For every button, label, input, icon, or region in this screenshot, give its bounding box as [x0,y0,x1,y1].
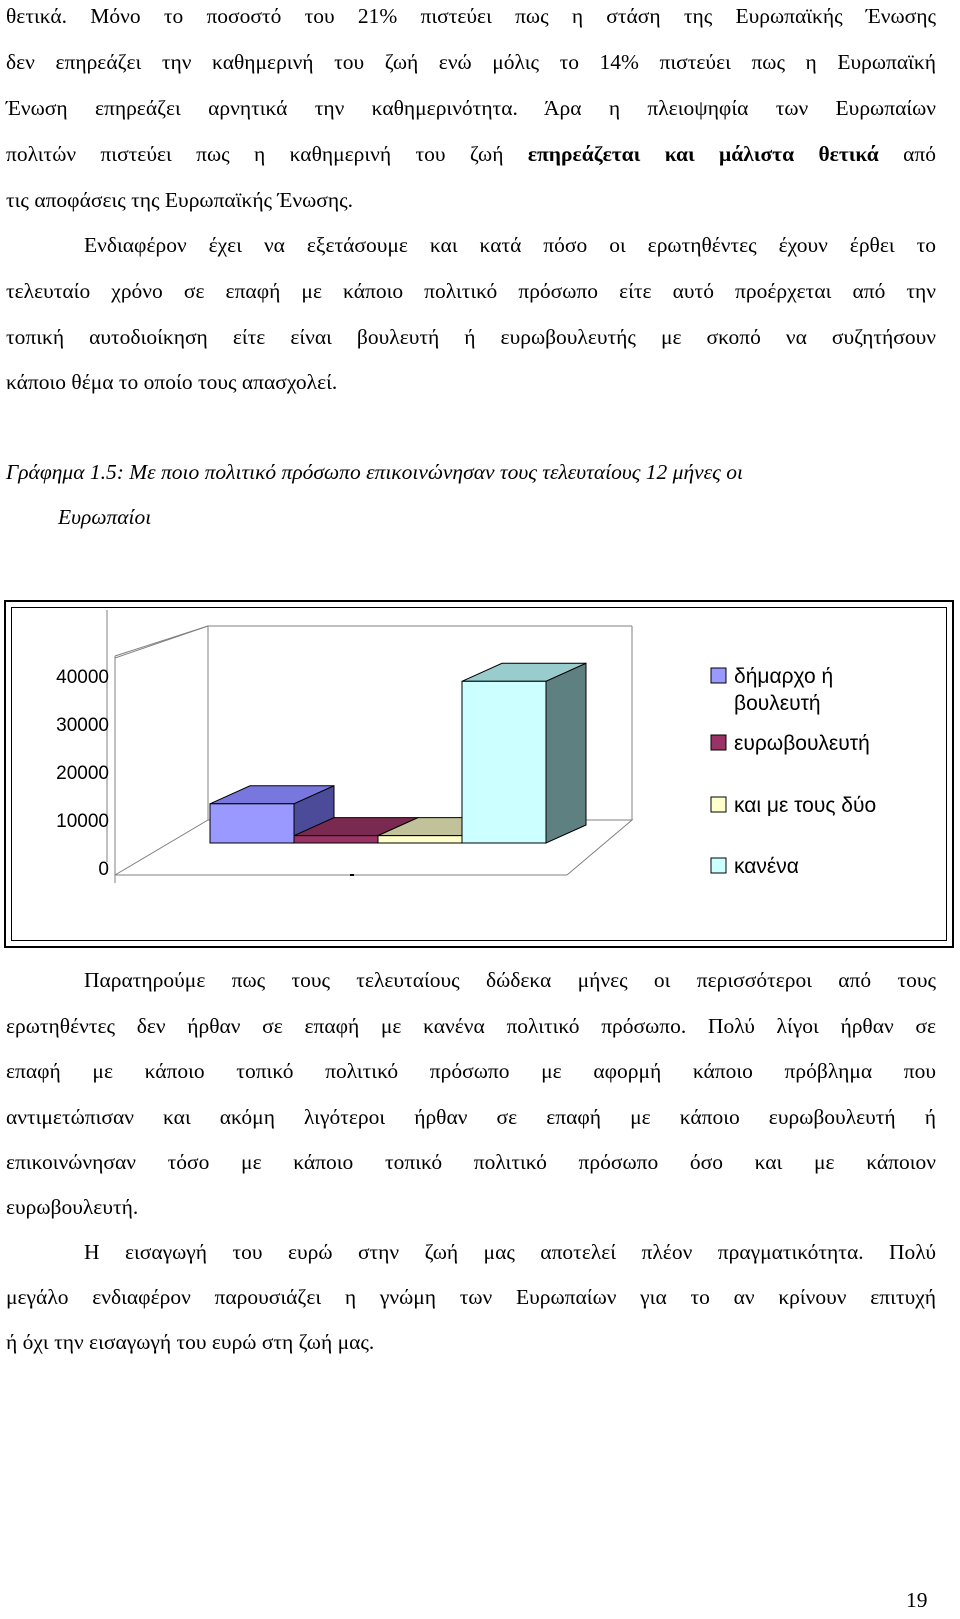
bars [210,663,586,843]
para3-line-3: επαφή με κάποιο τοπικό πολιτικό πρόσωπο με αφορμή κάποιο πρόβλημα που [6,1059,936,1083]
para3-line-6: ευρωβουλευτή. [6,1195,139,1219]
figure-caption-line-1: Γράφημα 1.5: Με ποιο πολιτικό πρόσωπο επικοινώνησαν τους τελευταίους 12 μήνες οι [6,460,743,484]
left-wall-top-edge [115,626,208,656]
chart-frame [4,600,954,948]
legend-label: ευρωβουλευτή [734,732,870,755]
y-axis-ticks [56,667,109,880]
legend-swatch [711,858,726,873]
para2-line-2: τελευταίο χρόνο σε επαφή με κάποιο πολιτικό πρόσωπο είτε αυτό προέρχεται από την [6,279,936,303]
intro-line-1: θετικά. Μόνο το ποσοστό του 21% πιστεύει πως η στάση της Ευρωπαϊκής Ένωσης [6,4,936,28]
para3-line-4: αντιμετώπισαν και ακόμη λιγότεροι ήρθαν σε επαφή με κάποιο ευρωβουλευτή ή [6,1105,936,1129]
legend-label: και με τους δύο [734,794,877,817]
bar-side-face [546,663,586,843]
legend-swatch [711,735,726,750]
para2-line-4: κάποιο θέμα το οποίο τους απασχολεί. [6,370,338,394]
intro-line-3: Ένωση επηρεάζει αρνητικά την καθημερινότητα. Άρα η πλειοψηφία των Ευρωπαίων [6,96,936,120]
para4-line-3: ή όχι την εισαγωγή του ευρώ στη ζωή μας. [6,1330,375,1354]
bar-front-face [462,681,546,843]
para4-line-1: Η εισαγωγή του ευρώ στην ζωή μας αποτελεί πλέον πραγματικότητα. Πολύ [84,1240,936,1264]
intro-line-4-start: πολιτών πιστεύει πως η καθημερινή του ζωή [6,142,528,166]
chart-inner-frame [11,607,947,941]
legend-label: δήμαρχο ή [734,665,834,688]
para3-line-5: επικοινώνησαν τόσο με κάποιο τοπικό πολιτικό πρόσωπο όσο και με κάποιον [6,1150,936,1174]
y-tick-label: 0 [98,859,109,880]
para4-line-2: μεγάλο ενδιαφέρον παρουσιάζει η γνώμη των Ευρωπαίων για το αν κρίνουν επιτυχή [6,1285,936,1309]
bar [462,663,586,843]
bar-chart [12,608,950,944]
y-tick-label: 40000 [56,667,109,688]
para2-line-3: τοπική αυτοδιοίκηση είτε είναι βουλευτή ή ευρωβουλευτής με σκοπό να συζητήσουν [6,325,936,349]
y-tick-label: 20000 [56,763,109,784]
back-wall-left-edge [115,626,208,883]
y-tick-label: 10000 [56,811,109,832]
intro-line-4-end: από [878,142,937,166]
intro-line-2: δεν επηρεάζει την καθημερινή του ζωή ενώ μόλις το 14% πιστεύει πως η Ευρωπαϊκή [6,50,936,74]
y-tick-label: 30000 [56,715,109,736]
bar-front-face [294,836,378,843]
bar-front-face [210,804,294,843]
page-number: 19 [906,1588,928,1612]
intro-line-4-bold: επηρεάζεται και μάλιστα θετικά [527,142,879,166]
legend [711,665,876,878]
legend-swatch [711,668,726,683]
para2-line-1: Ενδιαφέρον έχει να εξετάσουμε και κατά πόσο οι ερωτηθέντες έχουν έρθει το [84,233,936,257]
intro-line-5: τις αποφάσεις της Ευρωπαϊκής Ένωσης. [6,188,353,212]
bar-front-face [378,836,462,843]
para3-line-2: ερωτηθέντες δεν ήρθαν σε επαφή με κανένα πολιτικό πρόσωπο. Πολύ λίγοι ήρθαν σε [6,1014,936,1038]
legend-label: κανένα [734,855,799,878]
legend-label: βουλευτή [734,692,821,715]
figure-caption-line-2: Ευρωπαίοι [58,505,152,529]
intro-line-4 [6,140,936,168]
legend-swatch [711,797,726,812]
para3-line-1: Παρατηρούμε πως τους τελευταίους δώδεκα μήνες οι περισσότεροι από τους [84,968,936,992]
